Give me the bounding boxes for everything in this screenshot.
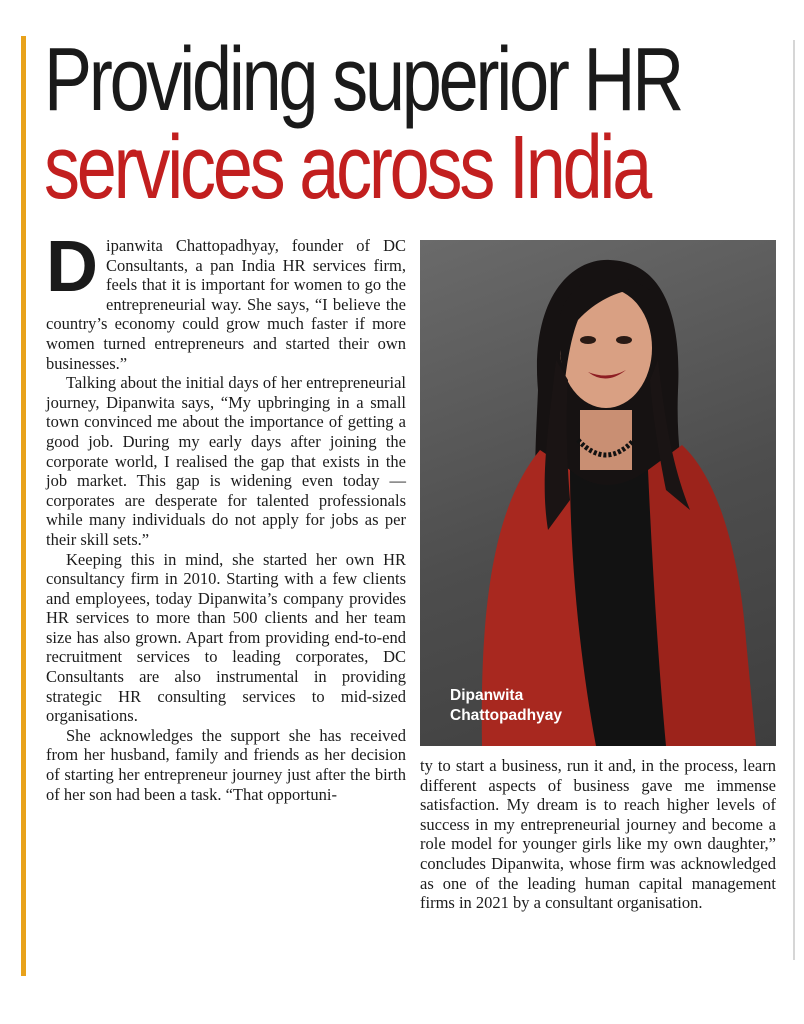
drop-cap: D [46, 227, 98, 307]
portrait-photo [420, 240, 776, 746]
article-paragraph-2: Talking about the initial days of her entrepreneurial journey, Dipanwita says, “My upbringing in a small town convinced me about the importance of getting a good job. During my early days after joining the corporate world, I realised the gap that exists in the job market. This gap is widening even today — corporates are desperate for talented professionals while many individuals do not apply for jobs as per their skill sets.” [46, 373, 406, 549]
article-paragraph-3: Keeping this in mind, she started her own HR consultancy firm in 2010. Starting with a few clients and employees, today Dipanwita’s company provides HR services to more than 500 clients and her team size has also grown. Apart from providing end-to-end recruitment services to leading corporates, DC Consultants are also instrumental in providing strategic HR consulting services to mid-sized organisations. [46, 549, 406, 726]
photo-caption [450, 686, 562, 726]
article-paragraph-1 [46, 227, 406, 373]
headline-line-2: services across India [44, 118, 650, 218]
portrait-illustration [420, 240, 776, 746]
article-column-left [46, 227, 406, 804]
headline-line-1: Providing superior HR [44, 30, 682, 130]
accent-bar [21, 36, 26, 976]
column-rule [793, 40, 795, 960]
article-column-right [420, 756, 776, 913]
headline [44, 30, 682, 218]
article-paragraph-5: ty to start a business, run it and, in the process, learn different aspects of business gave me immense satisfaction. My dream is to reach higher levels of success in my entrepreneurial journey and become a role model for younger girls like my own daughter,” concludes Dipanwita, whose firm was acknowledged as one of the leading human capital management firms in 2021 by a consultant organisation. [420, 756, 776, 913]
caption-line-2: Chattopadhyay [450, 707, 562, 724]
article-paragraph-4: She acknowledges the support she has received from her husband, family and friends as her decision of starting her entrepreneur journey just after the birth of her son had been a task. “That opportuni- [46, 725, 406, 804]
paragraph-1-text: ipanwita Chattopadhyay, founder of DC Consultants, a pan India HR services firm, feels that it is important for women to go the entrepreneurial way. She says, “I believe the country’s economy could grow much faster if more women turned entrepreneurs and started their own businesses.” [46, 236, 406, 373]
caption-line-1: Dipanwita [450, 687, 524, 704]
